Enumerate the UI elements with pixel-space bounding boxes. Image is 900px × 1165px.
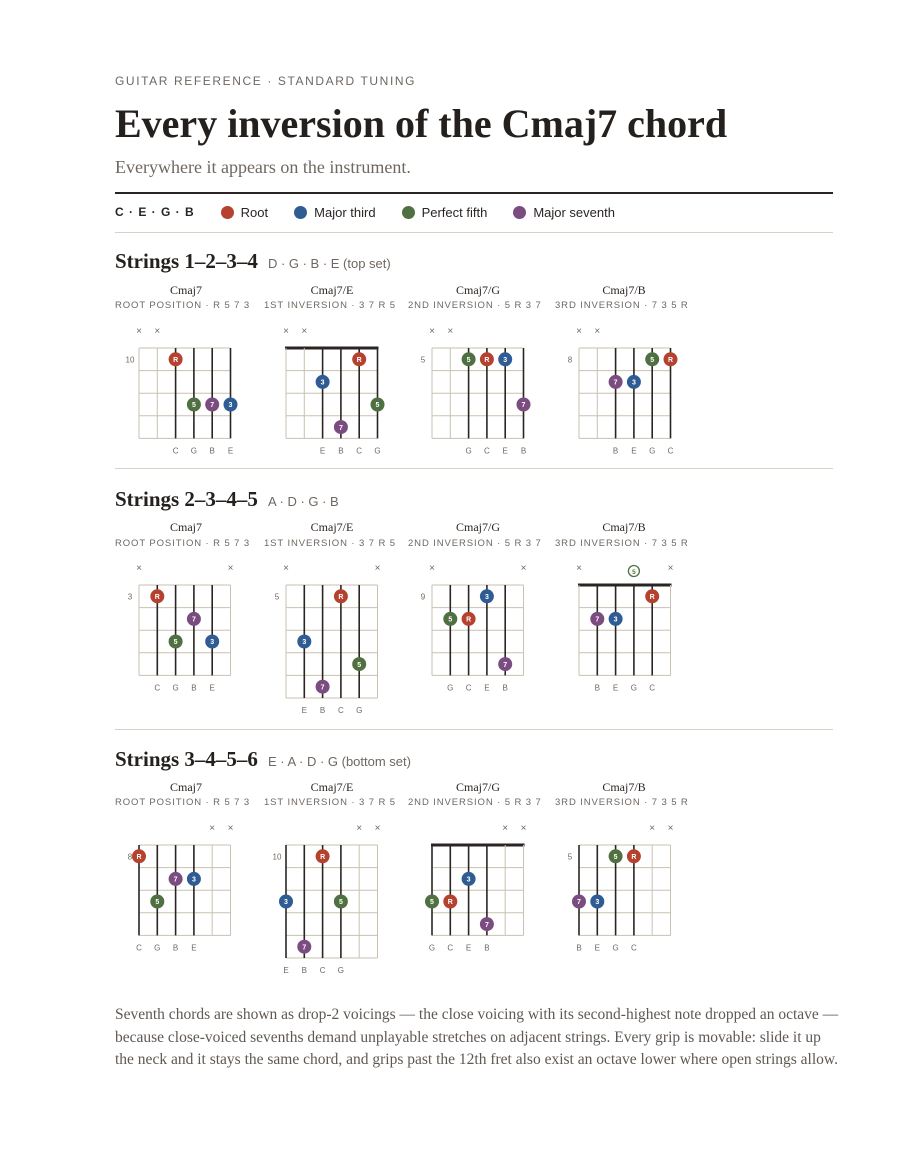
note-degree: 7 xyxy=(302,944,307,952)
muted-string-marker: × xyxy=(447,326,454,337)
muted-string-marker: × xyxy=(649,823,656,834)
note-name: C xyxy=(338,706,344,715)
note-degree: 7 xyxy=(521,402,526,410)
note-name: C xyxy=(154,683,161,693)
section-title: Strings 3–4–5–6 xyxy=(115,747,258,771)
fret-number: 3 xyxy=(127,592,133,602)
inversion-label: 2ND INVERSION · 5 R 3 7 xyxy=(408,300,542,311)
inversion-label: 1ST INVERSION · 3 7 R 5 xyxy=(264,300,396,311)
note-name: E xyxy=(301,706,307,715)
note-degree: 3 xyxy=(210,639,215,647)
note-name: B xyxy=(191,683,197,693)
inversion-label: 1ST INVERSION · 3 7 R 5 xyxy=(264,797,396,808)
muted-string-marker: × xyxy=(136,563,142,574)
muted-string-marker: × xyxy=(209,823,216,834)
muted-string-marker: × xyxy=(429,326,435,337)
legend-label: Major third xyxy=(314,204,376,220)
chord-name: Cmaj7/E xyxy=(310,780,354,794)
note-name: B xyxy=(594,683,600,693)
chord-name: Cmaj7/B xyxy=(602,520,646,534)
muted-string-marker: × xyxy=(576,563,582,574)
fret-number: 5 xyxy=(420,355,426,365)
inversion-label: 3RD INVERSION · 7 3 5 R xyxy=(555,797,689,808)
open-string-degree: 5 xyxy=(632,569,636,576)
note-name: B xyxy=(612,446,619,456)
note-degree: 7 xyxy=(210,402,215,410)
chord-name: Cmaj7 xyxy=(170,520,202,534)
fret-number: 10 xyxy=(125,355,135,365)
muted-string-marker: × xyxy=(576,326,582,337)
note-degree: 5 xyxy=(155,899,160,907)
chord-name: Cmaj7/B xyxy=(602,283,646,297)
note-name: G xyxy=(190,446,198,456)
note-name: E xyxy=(227,446,234,456)
note-name: C xyxy=(447,943,454,953)
fret-number: 8 xyxy=(567,355,573,365)
note-degree: 5 xyxy=(613,854,618,861)
muted-string-marker: × xyxy=(227,563,234,574)
note-name: G xyxy=(172,683,179,693)
note-degree: R xyxy=(356,357,362,364)
legend-label: Root xyxy=(240,204,269,220)
muted-string-marker: × xyxy=(301,326,308,337)
note-name: B xyxy=(502,683,508,693)
note-name: E xyxy=(612,683,619,693)
note-name: C xyxy=(631,943,637,953)
muted-string-marker: × xyxy=(667,563,674,574)
note-degree: 3 xyxy=(302,639,307,647)
note-name: B xyxy=(319,706,326,715)
inversion-label: ROOT POSITION · R 5 7 3 xyxy=(115,300,251,311)
note-name: C xyxy=(484,446,490,456)
note-degree: 7 xyxy=(595,616,600,624)
inversion-label: 1ST INVERSION · 3 7 R 5 xyxy=(264,538,396,549)
note-name: E xyxy=(502,446,508,456)
muted-string-marker: × xyxy=(283,326,289,337)
chord-formula: C · E · G · B xyxy=(115,205,195,219)
muted-string-marker: × xyxy=(594,326,601,337)
note-degree: 3 xyxy=(466,876,471,884)
inversion-label: 3RD INVERSION · 7 3 5 R xyxy=(555,538,689,549)
note-degree: 5 xyxy=(173,639,178,647)
chord-name: Cmaj7 xyxy=(170,283,202,297)
note-degree: 7 xyxy=(191,616,196,624)
note-degree: R xyxy=(338,594,344,601)
note-name: E xyxy=(319,446,326,456)
note-name: G xyxy=(649,446,656,456)
fret-number: 8 xyxy=(127,852,133,862)
note-degree: 7 xyxy=(320,684,325,692)
chord-name: Cmaj7/G xyxy=(456,283,500,297)
note-name: G xyxy=(630,683,638,693)
muted-string-marker: × xyxy=(520,563,527,574)
note-name: C xyxy=(356,446,363,456)
note-degree: 3 xyxy=(320,379,325,387)
inversion-label: 2ND INVERSION · 5 R 3 7 xyxy=(408,797,542,808)
fret-number: 9 xyxy=(420,592,426,602)
note-name: G xyxy=(337,966,345,975)
chord-name: Cmaj7/E xyxy=(310,520,354,534)
muted-string-marker: × xyxy=(520,823,527,834)
note-name: B xyxy=(338,446,344,456)
note-degree: 5 xyxy=(466,357,471,364)
section-tuning: E · A · D · G (bottom set) xyxy=(267,754,411,769)
fret-number: 5 xyxy=(274,592,280,602)
muted-string-marker: × xyxy=(502,823,509,834)
muted-string-marker: × xyxy=(356,823,363,834)
note-name: E xyxy=(465,943,472,953)
note-name: G xyxy=(428,943,436,953)
note-degree: R xyxy=(631,854,637,861)
note-name: B xyxy=(172,943,179,953)
note-degree: 5 xyxy=(357,661,362,669)
fret-number: 10 xyxy=(272,852,282,862)
note-name: G xyxy=(612,943,619,953)
note-name: B xyxy=(576,943,582,953)
note-name: E xyxy=(594,943,600,953)
note-degree: R xyxy=(320,854,326,861)
chord-name: Cmaj7/B xyxy=(602,780,646,794)
note-name: G xyxy=(465,446,472,456)
muted-string-marker: × xyxy=(154,326,161,337)
note-name: E xyxy=(191,943,197,953)
note-degree: 3 xyxy=(191,876,196,884)
note-degree: 5 xyxy=(191,402,196,410)
note-name: G xyxy=(447,683,454,693)
note-degree: R xyxy=(649,594,655,601)
note-name: C xyxy=(319,966,326,975)
note-degree: 7 xyxy=(173,876,178,884)
note-degree: 3 xyxy=(484,594,489,601)
note-name: C xyxy=(136,943,142,953)
footnote: Seventh chords are shown as drop-2 voicings — the close voicing with its second-highest note dropped an octave — because close-voiced sevenths demand unplayable stretches on adjacent strings. Every grip is movable: slide it up the neck and it stays the same chord, and grips past the 12th fret also exist an octave lower where open strings allow. xyxy=(115,1006,839,1068)
muted-string-marker: × xyxy=(374,563,381,574)
chord-name: Cmaj7/G xyxy=(456,520,500,534)
note-name: E xyxy=(631,446,637,456)
note-degree: 5 xyxy=(430,899,434,907)
eyebrow: GUITAR REFERENCE · STANDARD TUNING xyxy=(115,74,417,88)
page-subtitle: Everywhere it appears on the instrument. xyxy=(115,157,411,177)
note-degree: R xyxy=(447,899,453,907)
note-degree: 3 xyxy=(595,899,600,907)
chord-name: Cmaj7/G xyxy=(456,780,500,794)
muted-string-marker: × xyxy=(429,563,435,574)
note-degree: 5 xyxy=(338,899,343,907)
note-degree: 5 xyxy=(448,616,453,624)
inversion-label: 2ND INVERSION · 5 R 3 7 xyxy=(408,538,542,549)
note-degree: R xyxy=(667,357,674,364)
section-title: Strings 1–2–3–4 xyxy=(115,249,258,273)
note-name: C xyxy=(172,446,179,456)
note-name: B xyxy=(484,943,490,953)
note-name: B xyxy=(520,446,527,456)
inversion-label: 3RD INVERSION · 7 3 5 R xyxy=(555,300,689,311)
inversion-label: ROOT POSITION · R 5 7 3 xyxy=(115,797,251,808)
muted-string-marker: × xyxy=(374,823,381,834)
note-name: E xyxy=(484,683,490,693)
legend-label: Perfect fifth xyxy=(421,204,488,220)
note-degree: R xyxy=(466,616,472,624)
section-tuning: D · G · B · E (top set) xyxy=(267,256,391,271)
note-degree: 7 xyxy=(503,661,508,669)
inversion-label: ROOT POSITION · R 5 7 3 xyxy=(115,538,251,549)
muted-string-marker: × xyxy=(227,823,234,834)
muted-string-marker: × xyxy=(283,563,289,574)
note-degree: 7 xyxy=(338,424,343,432)
note-degree: 3 xyxy=(284,899,288,907)
chord-name: Cmaj7 xyxy=(170,780,202,794)
note-degree: R xyxy=(484,357,490,364)
note-degree: 7 xyxy=(577,899,581,907)
note-name: G xyxy=(374,446,381,456)
chord-name: Cmaj7/E xyxy=(310,283,354,297)
page-title: Every inversion of the Cmaj7 chord xyxy=(115,101,728,146)
note-name: B xyxy=(301,966,307,975)
note-name: C xyxy=(649,683,656,693)
muted-string-marker: × xyxy=(136,326,142,337)
note-name: E xyxy=(283,966,289,975)
note-degree: 3 xyxy=(631,379,636,387)
note-degree: 7 xyxy=(484,921,489,929)
note-name: E xyxy=(209,683,215,693)
section-title: Strings 2–3–4–5 xyxy=(115,487,258,511)
note-name: C xyxy=(667,446,674,456)
note-name: C xyxy=(465,683,472,693)
note-degree: 3 xyxy=(503,357,508,364)
note-degree: 3 xyxy=(613,616,618,624)
note-degree: R xyxy=(136,854,142,861)
note-degree: R xyxy=(154,594,160,601)
note-degree: 7 xyxy=(613,379,618,387)
note-degree: 3 xyxy=(228,402,233,410)
note-degree: R xyxy=(173,357,179,364)
note-degree: 5 xyxy=(650,357,655,364)
note-name: G xyxy=(154,943,161,953)
note-degree: 5 xyxy=(375,402,380,410)
section-tuning: A · D · G · B xyxy=(267,494,339,509)
legend-label: Major seventh xyxy=(533,204,615,220)
note-name: G xyxy=(356,706,363,715)
muted-string-marker: × xyxy=(667,823,674,834)
note-name: B xyxy=(209,446,215,456)
fret-number: 5 xyxy=(567,852,573,862)
